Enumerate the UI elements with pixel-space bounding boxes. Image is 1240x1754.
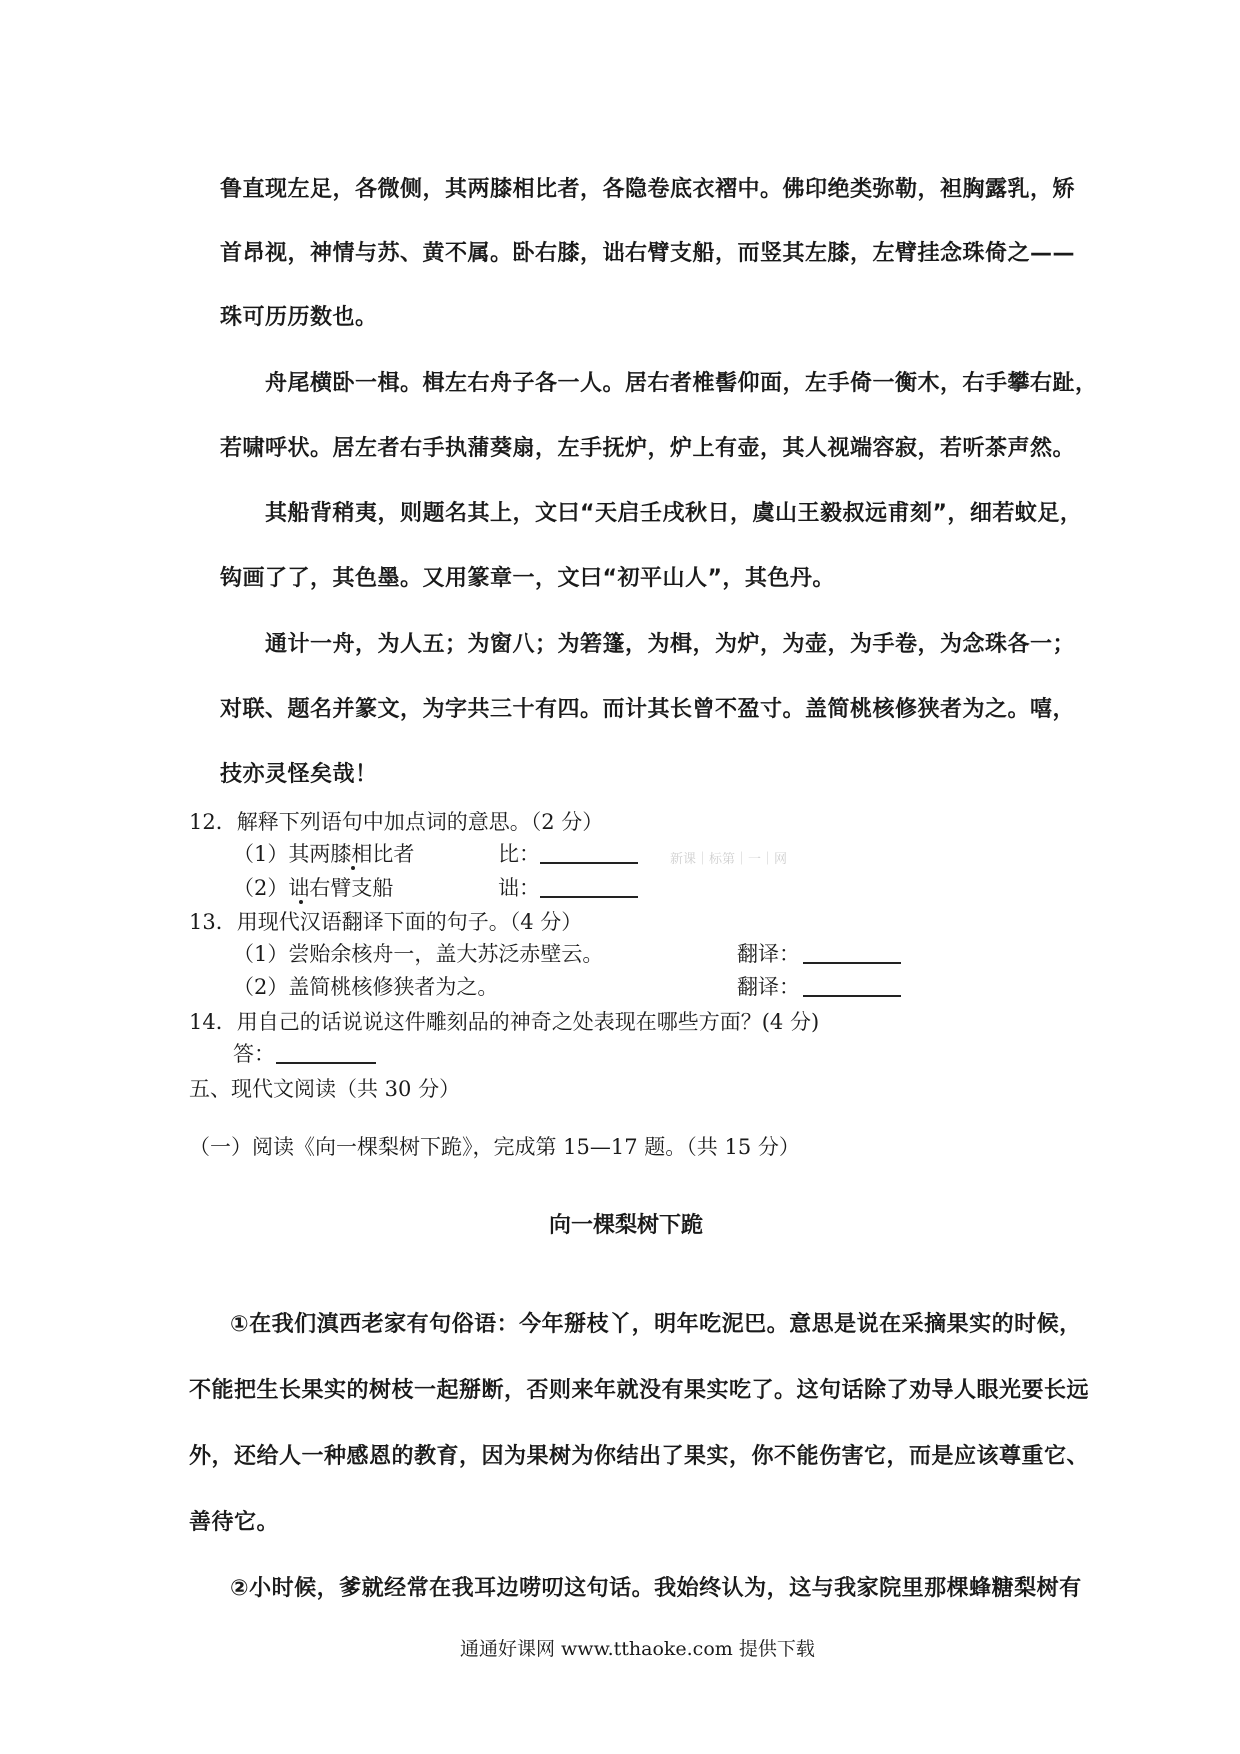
question-13-label-2: 翻译： bbox=[737, 975, 800, 999]
question-14-stem: 14．用自己的话说说这件雕刻品的神奇之处表现在哪些方面？(4 分) bbox=[189, 1010, 820, 1034]
question-12-label-1: 比： bbox=[498, 842, 540, 866]
passage-line: 善待它。 bbox=[189, 1510, 280, 1535]
classical-line: 鲁直现左足，各微侧，其两膝相比者，各隐卷底衣褶中。佛印绝类弥勒，袒胸露乳，矫 bbox=[220, 177, 1076, 202]
question-12-label-2: 诎： bbox=[498, 876, 540, 900]
emphasis-dot bbox=[299, 900, 303, 904]
passage-line: 外，还给人一种感恩的教育，因为果树为你结出了果实，你不能伤害它，而是应该尊重它、 bbox=[189, 1444, 1090, 1469]
emphasis-dot bbox=[351, 866, 355, 870]
classical-line: 其船背稍夷，则题名其上，文曰“天启壬戌秋日，虞山王毅叔远甫刻”，细若蚊足， bbox=[265, 501, 1083, 526]
answer-blank[interactable] bbox=[803, 975, 901, 997]
answer-blank[interactable] bbox=[276, 1042, 376, 1064]
passage-line: 不能把生长果实的树枝一起掰断，否则来年就没有果实吃了。这句话除了劝导人眼光要长远 bbox=[189, 1378, 1090, 1403]
question-13-item-1: （1）尝贻余核舟一，盖大苏泛赤壁云。 bbox=[233, 942, 604, 966]
answer-blank[interactable] bbox=[540, 842, 638, 864]
section-heading: 五、现代文阅读（共 30 分） bbox=[189, 1077, 461, 1101]
classical-line: 珠可历历数也。 bbox=[220, 305, 378, 330]
classical-line: 钩画了了，其色墨。又用篆章一，文曰“初平山人”，其色丹。 bbox=[220, 566, 835, 591]
question-13-item-2: （2）盖简桃核修狭者为之。 bbox=[233, 975, 499, 999]
answer-blank[interactable] bbox=[540, 876, 638, 898]
question-12-item-2: （2）诎右臂支船 bbox=[233, 876, 394, 900]
passage-line: ②小时候，爹就经常在我耳边唠叨这句话。我始终认为，这与我家院里那棵蜂糖梨树有 bbox=[230, 1576, 1082, 1601]
passage-line: ①在我们滇西老家有句俗语：今年掰枝丫，明年吃泥巴。意思是说在采摘果实的时候， bbox=[230, 1312, 1082, 1337]
question-12-item-1: （1）其两膝相比者 bbox=[233, 842, 415, 866]
question-12-stem: 12．解释下列语句中加点词的意思。（2 分） bbox=[189, 810, 604, 834]
classical-line: 技亦灵怪矣哉！ bbox=[220, 762, 378, 787]
classical-line: 对联、题名并篆文，为字共三十有四。而计其长曾不盈寸。盖简桃核修狭者为之。嘻， bbox=[220, 697, 1076, 722]
classical-line: 首昂视，神情与苏、黄不属。卧右膝，诎右臂支船，而竖其左膝，左臂挂念珠倚之—— bbox=[220, 241, 1076, 266]
page-footer: 通通好课网 www.tthaoke.com 提供下载 bbox=[460, 1638, 815, 1660]
classical-line: 若啸呼状。居左者右手执蒲葵扇，左手抚炉，炉上有壶，其人视端容寂，若听茶声然。 bbox=[220, 436, 1076, 461]
watermark: 新课｜标第｜一｜网 bbox=[670, 852, 788, 867]
answer-blank[interactable] bbox=[803, 942, 901, 964]
question-13-label-1: 翻译： bbox=[737, 942, 800, 966]
question-14-answer-label: 答： bbox=[233, 1042, 275, 1066]
section-subheading: （一）阅读《向一棵梨树下跪》，完成第 15—17 题。（共 15 分） bbox=[189, 1135, 800, 1159]
classical-line: 舟尾横卧一楫。楫左右舟子各一人。居右者椎髻仰面，左手倚一衡木，右手攀右趾， bbox=[265, 371, 1098, 396]
passage-title: 向一棵梨树下跪 bbox=[549, 1213, 704, 1238]
classical-line: 通计一舟，为人五；为窗八；为箬篷，为楫，为炉，为壶，为手卷，为念珠各一； bbox=[265, 632, 1076, 657]
question-13-stem: 13．用现代汉语翻译下面的句子。（4 分） bbox=[189, 910, 583, 934]
